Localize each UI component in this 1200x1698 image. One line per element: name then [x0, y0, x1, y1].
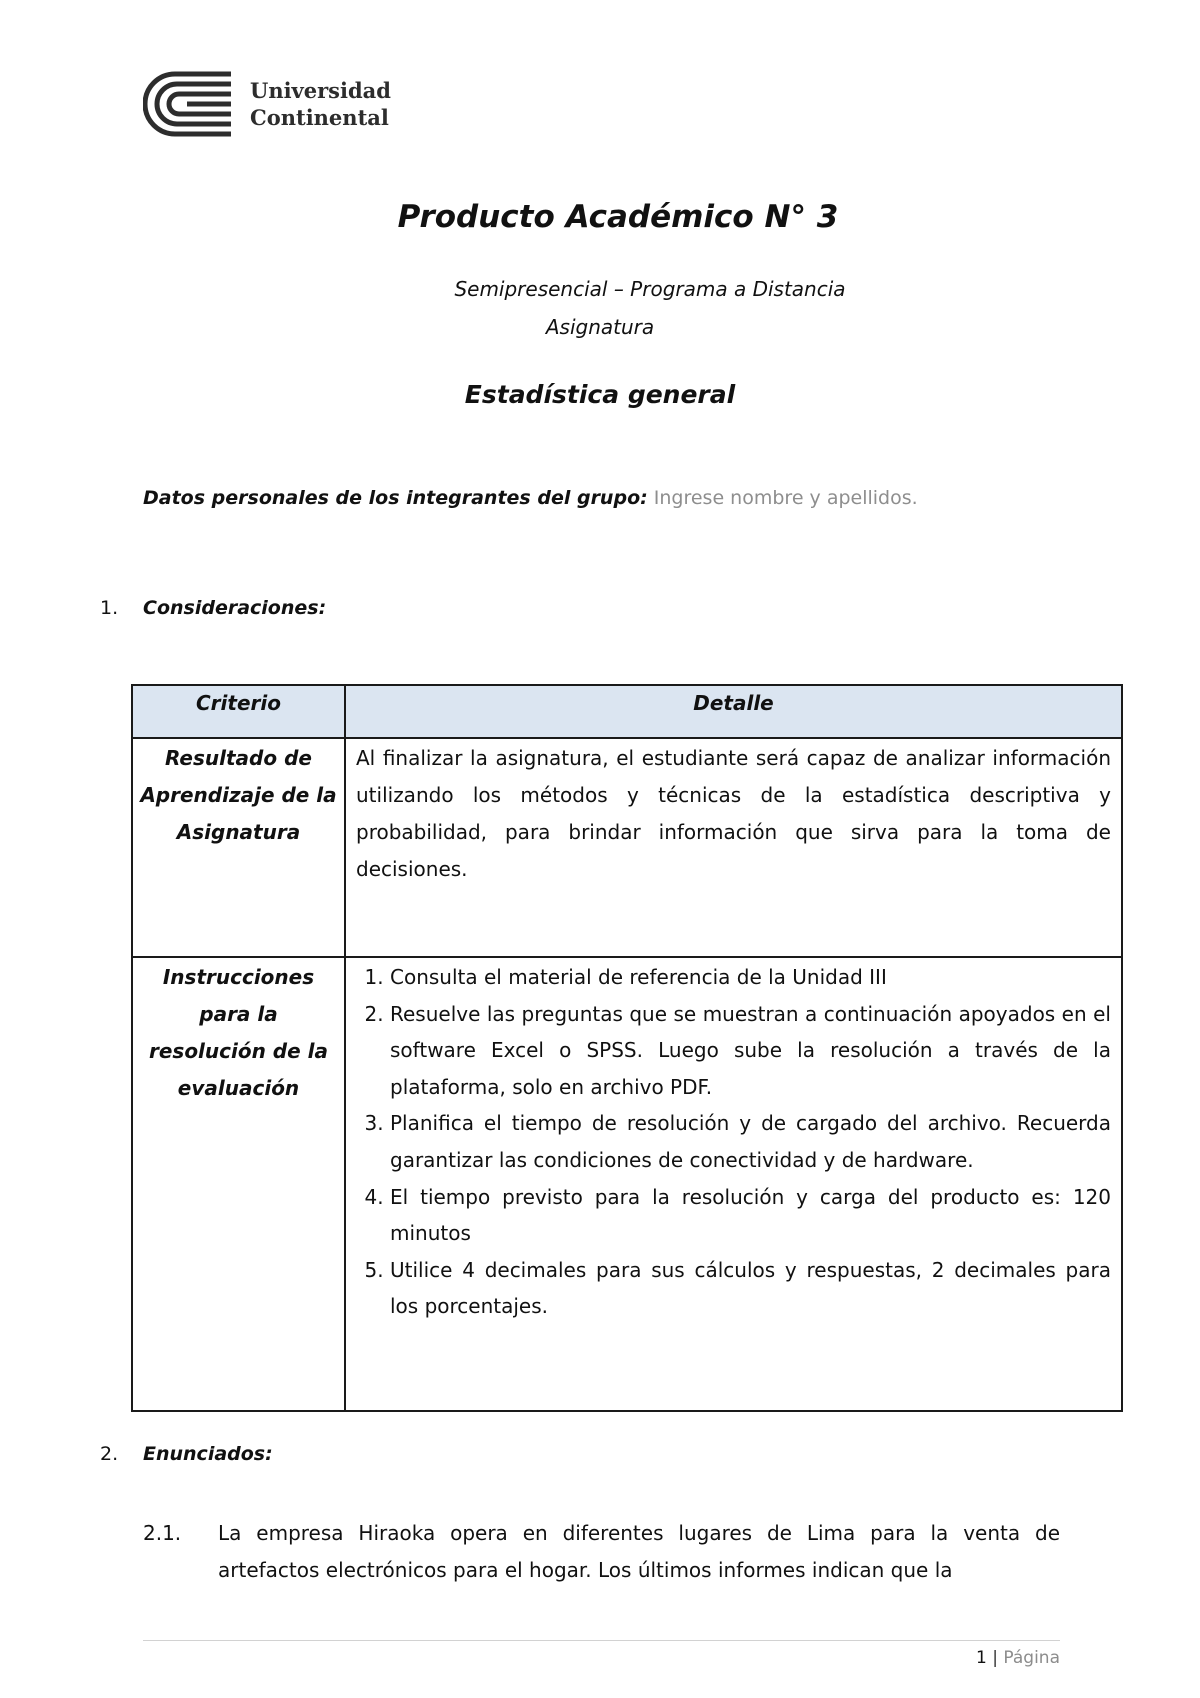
document-title: Producto Académico N° 3: [397, 199, 839, 235]
list-item: 1. Consulta el material de referencia de la Unidad III: [390, 959, 1111, 996]
list-item: 4. El tiempo previsto para la resolución y carga del producto es: 120 minutos: [390, 1179, 1111, 1252]
criterion-cell: Instrucciones para la resolución de la evaluación: [132, 957, 345, 1411]
logo-line-2: Continental: [250, 105, 389, 130]
list-item: 5. Utilice 4 decimales para sus cálculos y respuestas, 2 decimales para los porcentajes.: [390, 1252, 1111, 1325]
university-logo: [143, 70, 391, 138]
page-label: Página: [1003, 1648, 1060, 1668]
list-item: 3. Planifica el tiempo de resolución y de cargado del archivo. Recuerda garantizar las condiciones de conectividad y de hardware.: [390, 1105, 1111, 1178]
subject-label: Asignatura: [545, 315, 655, 339]
group-members-placeholder[interactable]: Ingrese nombre y apellidos.: [653, 487, 918, 509]
group-members-line: [143, 487, 918, 509]
header-criterio: Criterio: [132, 685, 345, 738]
considerations-table: [131, 684, 1123, 1412]
page-footer: [960, 1648, 1060, 1668]
detail-cell: Al finalizar la asignatura, el estudiante será capaz de analizar información utilizando los métodos y técnicas de la estadística descriptiva y probabilidad, para brindar información que sirva para la toma de decisiones.: [345, 738, 1122, 957]
table-row: [132, 957, 1122, 1411]
subject-name: Estadística general: [464, 380, 736, 409]
section-2-label: Enunciados:: [143, 1443, 273, 1465]
footer-separator: |: [992, 1648, 998, 1668]
university-continental-logo-icon: [143, 70, 235, 138]
section-1-label: Consideraciones:: [143, 597, 327, 619]
criterion-cell: Resultado de Aprendizaje de la Asignatura: [132, 738, 345, 957]
list-item: 2. Resuelve las preguntas que se muestran a continuación apoyados en el software Excel o SPSS. Luego sube la resolución a través de la plataforma, solo en archivo PDF.: [390, 996, 1111, 1106]
header-detalle: Detalle: [345, 685, 1122, 738]
statement-2-1: [143, 1515, 1060, 1589]
footer-divider: [143, 1640, 1060, 1641]
section-1-number: 1.: [100, 597, 119, 619]
statement-number: 2.1.: [143, 1521, 182, 1545]
page-number: 1: [976, 1648, 987, 1668]
statement-text: La empresa Hiraoka opera en diferentes lugares de Lima para la venta de artefactos electrónicos para el hogar. Los últimos informes indican que la: [218, 1521, 1060, 1582]
instructions-list: [356, 959, 1111, 1325]
table-row: [132, 738, 1122, 957]
section-1-heading: [100, 597, 326, 619]
logo-wordmark: [250, 77, 391, 131]
section-2-heading: [100, 1443, 273, 1465]
logo-line-1: Universidad: [250, 78, 391, 103]
instructions-cell: [345, 957, 1122, 1411]
group-members-label: Datos personales de los integrantes del grupo:: [143, 487, 648, 509]
table-header-row: [132, 685, 1122, 738]
section-2-number: 2.: [100, 1443, 119, 1465]
modality-subtitle: Semipresencial – Programa a Distancia: [454, 277, 846, 301]
